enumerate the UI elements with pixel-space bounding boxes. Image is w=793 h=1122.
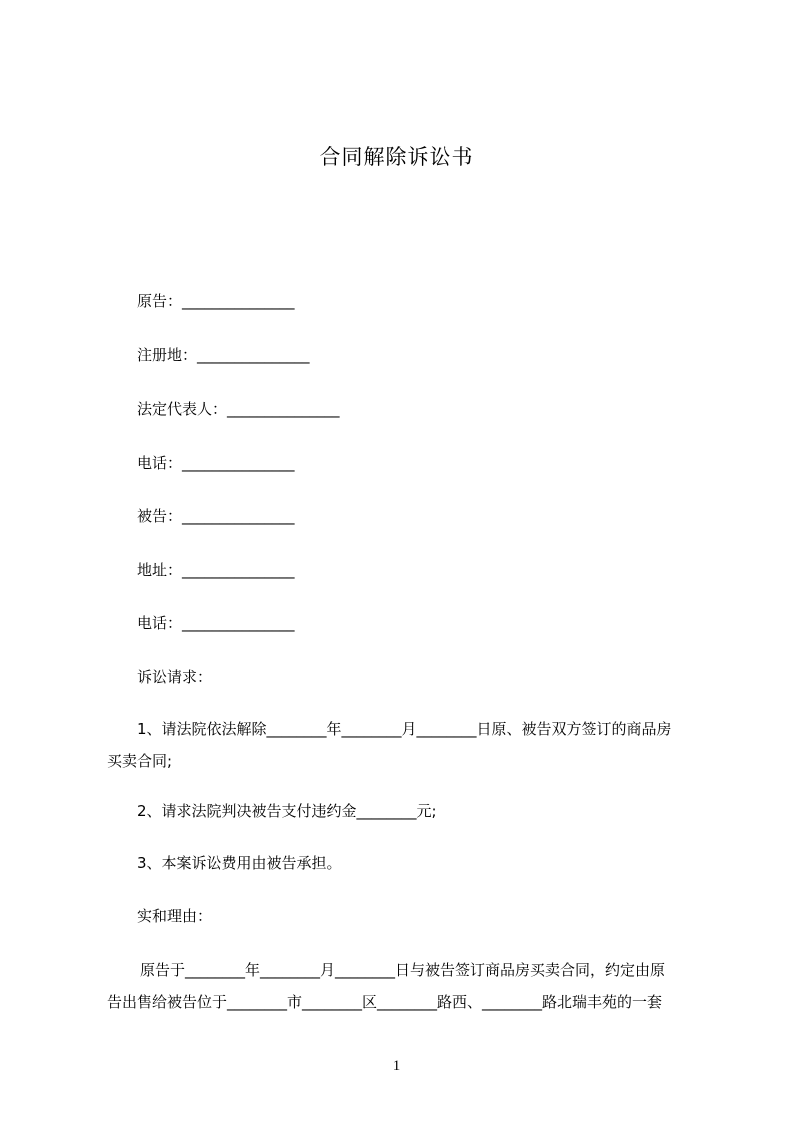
claim-2: 2、请求法院判决被告支付违约金________元; xyxy=(137,802,437,820)
page-number: 1 xyxy=(392,1058,401,1074)
defendant-phone-field: 电话：_______________ xyxy=(137,614,295,632)
claim-1-line-1: 1、请法院依法解除________年________月________日原、被告双方签订的商品房 xyxy=(137,720,672,738)
facts-line-1: 原告于________年________月________日与被告签订商品房买卖合同，约定由原 xyxy=(140,961,666,979)
defendant-field: 被告：_______________ xyxy=(137,507,295,525)
claims-heading: 诉讼请求： xyxy=(137,668,213,686)
document-title: 合同解除诉讼书 xyxy=(319,145,474,169)
claim-1-line-2: 买卖合同; xyxy=(107,752,173,770)
registered-address-field: 注册地：_______________ xyxy=(137,346,310,364)
plaintiff-field: 原告：_______________ xyxy=(137,292,295,310)
legal-representative-field: 法定代表人：_______________ xyxy=(137,400,340,418)
defendant-address-field: 地址：_______________ xyxy=(137,561,295,579)
claim-3: 3、本案诉讼费用由被告承担。 xyxy=(137,854,342,872)
claim-1 xyxy=(107,719,707,783)
facts-heading: 实和理由： xyxy=(137,907,213,925)
facts-line-2: 告出售给被告位于________市________区________路西、________路北瑞丰苑的一套 xyxy=(107,993,663,1011)
plaintiff-phone-field: 电话：_______________ xyxy=(137,454,295,472)
facts-paragraph xyxy=(107,960,707,1024)
